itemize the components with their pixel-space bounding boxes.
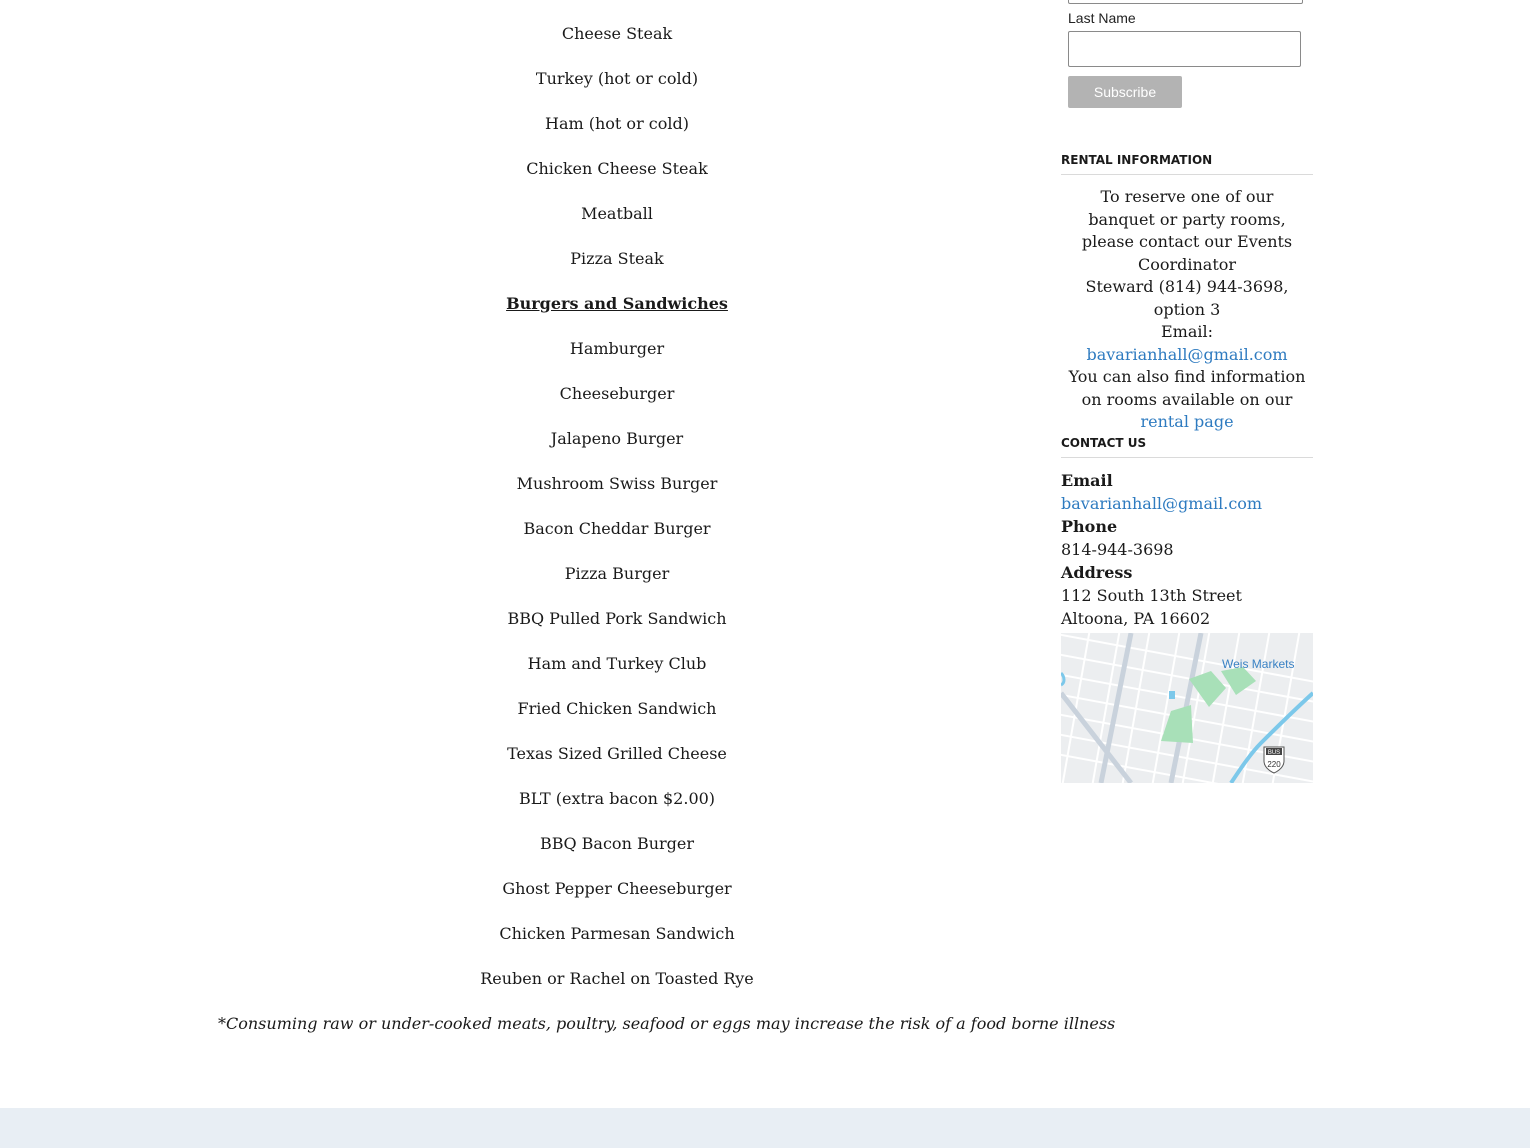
menu-item: BBQ Bacon Burger [539, 834, 695, 853]
menu-item: Ham and Turkey Club [527, 654, 707, 673]
menu-item: Cheeseburger [559, 384, 675, 403]
menu-item: Mushroom Swiss Burger [516, 474, 718, 493]
contact-email-label: Email [1061, 471, 1113, 490]
menu-item: Jalapeno Burger [550, 429, 684, 448]
rental-email-link[interactable]: bavarianhall@gmail.com [1086, 344, 1288, 364]
menu-item: BLT (extra bacon $2.00) [518, 789, 716, 808]
contact-address-line2: Altoona, PA 16602 [1061, 609, 1211, 628]
menu-item: Reuben or Rachel on Toasted Rye [480, 969, 754, 988]
menu-section-heading: Burgers and Sandwiches [506, 294, 728, 313]
menu-item: Turkey (hot or cold) [535, 69, 699, 88]
menu-item: Chicken Cheese Steak [526, 159, 708, 178]
subscribe-button[interactable]: Subscribe [1068, 76, 1182, 108]
menu-item: Meatball [581, 204, 653, 223]
location-map[interactable] [1061, 633, 1313, 783]
contact-details [1061, 469, 1313, 630]
menu-item: Hamburger [569, 339, 665, 358]
rental-page-link[interactable]: rental page [1140, 412, 1234, 431]
menu-item: Pizza Burger [564, 564, 670, 583]
menu-item: Ham (hot or cold) [544, 114, 689, 133]
contact-address-line1: 112 South 13th Street [1061, 586, 1242, 605]
rental-steward-phone: Steward (814) 944-3698, option 3 [1085, 277, 1289, 319]
last-name-field[interactable] [1068, 31, 1301, 67]
rental-intro: To reserve one of our banquet or party rooms, please contact our Events Coordinator [1081, 187, 1293, 274]
contact-address-label: Address [1061, 563, 1133, 582]
menu-item: Chicken Parmesan Sandwich [499, 924, 735, 943]
contact-heading: CONTACT US [1061, 436, 1313, 458]
svg-text:220: 220 [1267, 760, 1281, 769]
rental-more-info [1061, 366, 1313, 434]
food-safety-disclaimer: *Consuming raw or under-cooked meats, poultry, seafood or eggs may increase the risk of a food borne illness [218, 1014, 1116, 1033]
menu-item: Pizza Steak [570, 249, 664, 268]
menu-item: Bacon Cheddar Burger [523, 519, 711, 538]
rental-info-heading: RENTAL INFORMATION [1061, 153, 1313, 175]
menu-item: Fried Chicken Sandwich [517, 699, 717, 718]
menu-item: BBQ Pulled Pork Sandwich [507, 609, 727, 628]
map-place-label: Weis Markets [1222, 657, 1295, 671]
menu-item: Ghost Pepper Cheeseburger [502, 879, 732, 898]
rental-email-prefix: Email: [1160, 322, 1213, 341]
contact-phone-value: 814-944-3698 [1061, 540, 1174, 559]
first-name-field[interactable] [1068, 0, 1303, 4]
last-name-label: Last Name [1068, 10, 1136, 26]
rental-more-text: You can also find information on rooms available on our [1068, 367, 1306, 409]
map-graphic [1061, 633, 1313, 783]
footer-band [0, 1108, 1530, 1148]
rental-email-line [1061, 321, 1313, 366]
menu-item: Texas Sized Grilled Cheese [507, 744, 727, 763]
menu-item: Cheese Steak [561, 24, 673, 43]
svg-text:BUS: BUS [1267, 750, 1281, 756]
contact-phone-label: Phone [1061, 517, 1118, 536]
contact-email-link[interactable]: bavarianhall@gmail.com [1061, 494, 1263, 513]
